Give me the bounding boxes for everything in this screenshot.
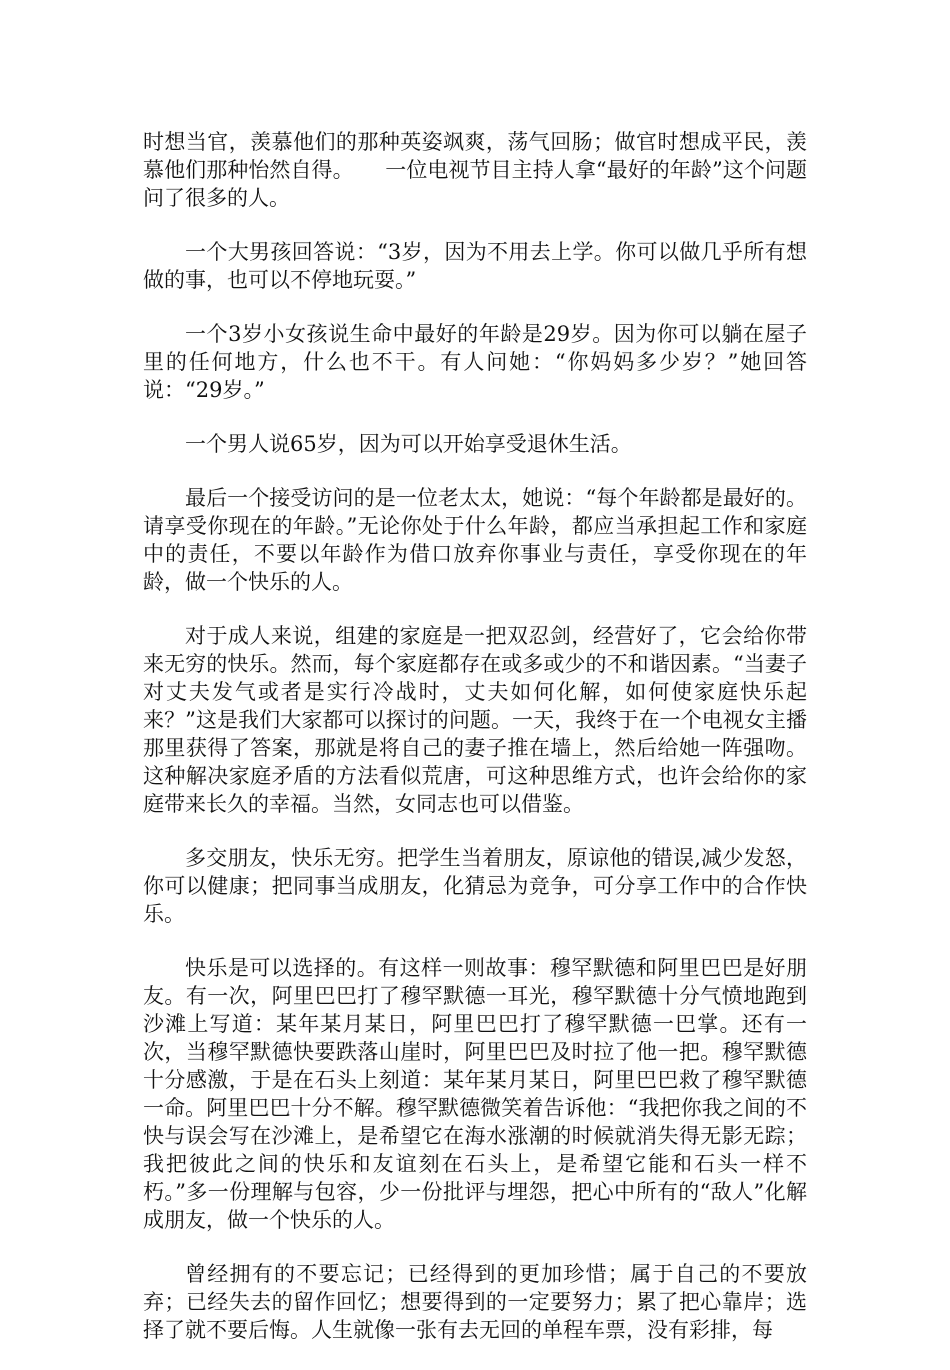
document-body [143,128,807,1370]
paragraph-8: 快乐是可以选择的。有这样一则故事：穆罕默德和阿里巴巴是好朋友。有一次，阿里巴巴打了穆罕默德一耳光，穆罕默德十分气愤地跑到沙滩上写道：某年某月某日，阿里巴巴打了穆罕默德一巴掌。还有一次，当穆罕默德快要跌落山崖时，阿里巴巴及时拉了他一把。穆罕默德十分感激，于是在石头上刻道：某年某月某日，阿里巴巴救了穆罕默德一命。阿里巴巴十分不解。穆罕默德微笑着告诉他：“我把你我之间的不快与误会写在沙滩上，是希望它在海水涨潮的时候就消失得无影无踪；我把彼此之间的快乐和友谊刻在石头上，是希望它能和石头一样不朽。”多一份理解与包容，少一份批评与埋怨，把心中所有的“敌人”化解成朋友，做一个快乐的人。 [143,956,807,1232]
paragraph-1: 时想当官，羡慕他们的那种英姿飒爽，荡气回肠；做官时想成平民，羡慕他们那种怡然自得。 一位电视节目主持人拿“最好的年龄”这个问题问了很多的人。 [143,130,807,210]
paragraph-6: 对于成人来说，组建的家庭是一把双忍剑，经营好了，它会给你带来无穷的快乐。然而，每个家庭都存在或多或少的不和谐因素。“当妻子对丈夫发气或者是实行冷战时，丈夫如何化解，如何使家庭快乐起来？”这是我们大家都可以探讨的问题。一天，我终于在一个电视女主播那里获得了答案，那就是将自己的妻子推在墙上，然后给她一阵强吻。这种解决家庭矛盾的方法看似荒唐，可这种思维方式，也许会给你的家庭带来长久的幸福。当然，女同志也可以借鉴。 [143,624,807,816]
paragraph-4: 一个男人说65岁，因为可以开始享受退休生活。 [185,432,632,456]
paragraph-5: 最后一个接受访问的是一位老太太，她说：“每个年龄都是最好的。请享受你现在的年龄。”无论你处于什么年龄，都应当承担起工作和家庭中的责任，不要以年龄作为借口放弃你事业与责任，享受你现在的年龄，做一个快乐的人。 [143,486,807,594]
paragraph-9: 曾经拥有的不要忘记；已经得到的更加珍惜；属于自己的不要放弃；已经失去的留作回忆；想要得到的一定要努力；累了把心靠岸；选择了就不要后悔。人生就像一张有去无回的单程车票，没有彩排，每 [143,1262,807,1342]
paragraph-3: 一个3岁小女孩说生命中最好的年龄是29岁。因为你可以躺在屋子里的任何地方，什么也不干。有人问她：“你妈妈多少岁？”她回答说：“29岁。” [143,322,807,402]
paragraph-7: 多交朋友，快乐无穷。把学生当着朋友，原谅他的错误,减少发怒，你可以健康；把同事当成朋友，化猜忌为竞争，可分享工作中的合作快乐。 [143,846,807,926]
paragraph-2: 一个大男孩回答说：“3岁，因为不用去上学。你可以做几乎所有想做的事，也可以不停地玩耍。” [143,240,807,292]
